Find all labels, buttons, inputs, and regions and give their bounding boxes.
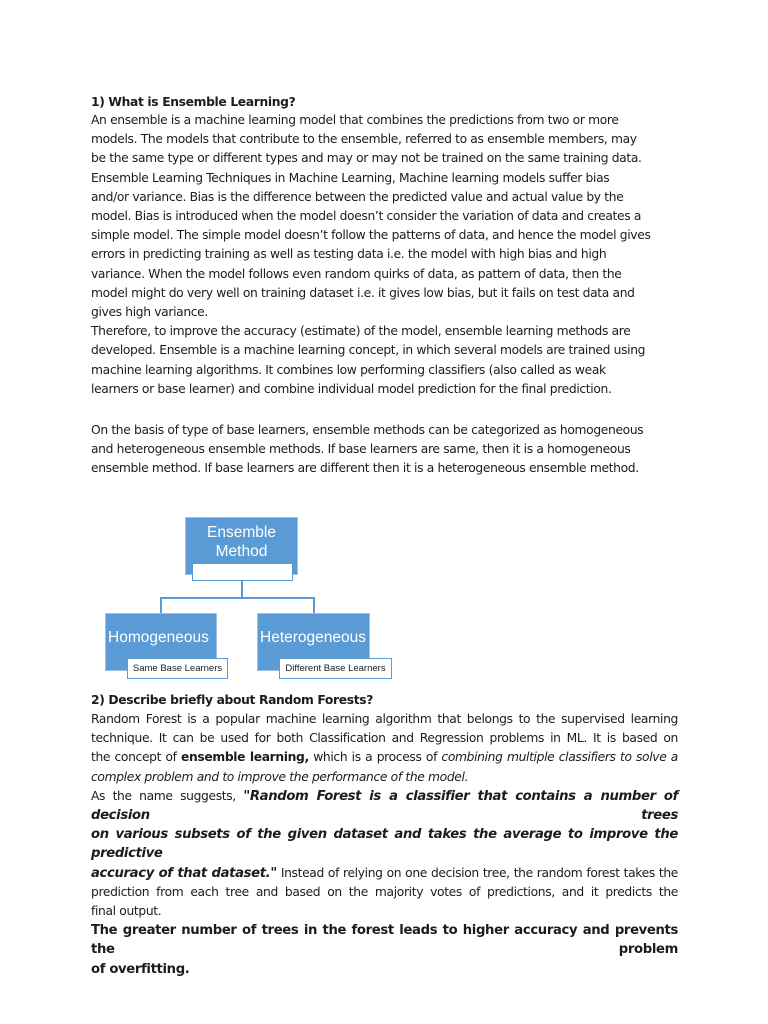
text-line: machine learning algorithms. It combines low performing classifiers (also called as weak: [91, 362, 606, 377]
bold-italic-quote: accuracy of that dataset.": [91, 865, 277, 881]
heterogeneous-node: Heterogeneous: [257, 613, 370, 671]
italic-phrase: combining multiple classifiers to solve a: [441, 750, 678, 765]
ensemble-method-subbox: [192, 563, 293, 581]
connector-line: [241, 581, 243, 598]
text-line: errors in predicting training as well as testing data i.e. the model with high bias and high: [91, 247, 607, 262]
ensemble-method-node: [185, 517, 298, 575]
homogeneous-node: Homogeneous: [105, 613, 217, 671]
text-line: [91, 768, 678, 787]
q2-paragraph: [91, 710, 678, 979]
text-line: [91, 864, 678, 883]
text-line: Ensemble Learning Techniques in Machine Learning, Machine learning models suffer bias: [91, 170, 610, 185]
heterogeneous-subbox: Different Base Learners: [279, 658, 392, 679]
text-line: simple model. The simple model doesn’t follow the patterns of data, and hence the model gives: [91, 228, 651, 243]
node-label-line: Method: [215, 543, 268, 560]
text-line: model. Bias is introduced when the model doesn’t consider the variation of data and creates a: [91, 209, 642, 224]
connector-line: [160, 597, 162, 613]
italic-phrase: complex problem and to improve the performance of the model.: [91, 769, 469, 784]
text-run: As the name suggests,: [91, 788, 244, 803]
text-run: which is a process of: [308, 750, 442, 765]
node-label-line: Ensemble: [207, 524, 276, 541]
text-line: and heterogeneous ensemble methods. If base learners are same, then it is a homogeneous: [91, 442, 631, 457]
q1-paragraph-1: [91, 111, 691, 399]
text-line: Random Forest is a popular machine learning algorithm that belongs to the supervised learning: [91, 712, 678, 726]
q1-paragraph-2: [91, 421, 691, 479]
connector-line: [313, 597, 315, 613]
connector-line: [160, 597, 315, 599]
text-line: ensemble method. If base learners are different then it is a heterogeneous ensemble method.: [91, 461, 639, 476]
question-1-heading: 1) What is Ensemble Learning?: [91, 95, 296, 109]
text-line: be the same type or different types and may or may not be trained on the same training data.: [91, 151, 642, 166]
homogeneous-subbox: Same Base Learners: [127, 658, 228, 679]
question-2-heading: 2) Describe briefly about Random Forests?: [91, 693, 373, 707]
text-line: [91, 748, 678, 767]
text-line: [91, 787, 678, 825]
text-run: the concept of: [91, 750, 181, 765]
bold-italic-quote: "Random Forest is a classifier that contains a number of decision trees: [91, 788, 678, 824]
bold-conclusion-line: of overfitting.: [91, 961, 190, 977]
text-line: gives high variance.: [91, 305, 208, 320]
text-line: prediction from each tree and based on the majority votes of predictions, and it predicts the: [91, 884, 678, 899]
text-line: developed. Ensemble is a machine learning concept, in which several models are trained using: [91, 343, 646, 358]
text-run: Instead of relying on one decision tree, the random forest takes the: [276, 865, 679, 880]
text-line: variance. When the model follows even random quirks of data, as pattern of data, then the: [91, 266, 622, 281]
text-line: final output.: [91, 904, 162, 919]
text-line: [91, 825, 678, 863]
bold-conclusion-line: The greater number of trees in the forest leads to higher accuracy and prevents the problem: [91, 923, 678, 958]
text-line: learners or base learner) and combine individual model prediction for the final prediction.: [91, 381, 612, 396]
text-line: An ensemble is a machine learning model that combines the predictions from two or more: [91, 113, 619, 127]
text-line: and/or variance. Bias is the difference between the predicted value and actual value by the: [91, 189, 624, 204]
text-line: model might do very well on training dataset i.e. it gives low bias, but it fails on test data and: [91, 285, 635, 300]
text-line: Therefore, to improve the accuracy (estimate) of the model, ensemble learning methods are: [91, 324, 631, 339]
text-line: technique. It can be used for both Classification and Regression problems in ML. It is based on: [91, 731, 678, 746]
text-line: models. The models that contribute to the ensemble, referred to as ensemble members, may: [91, 132, 637, 147]
bold-term: ensemble learning,: [181, 750, 309, 765]
bold-italic-quote: on various subsets of the given dataset and takes the average to improve the predictive: [91, 827, 678, 862]
text-line: On the basis of type of base learners, ensemble methods can be categorized as homogeneous: [91, 423, 644, 437]
